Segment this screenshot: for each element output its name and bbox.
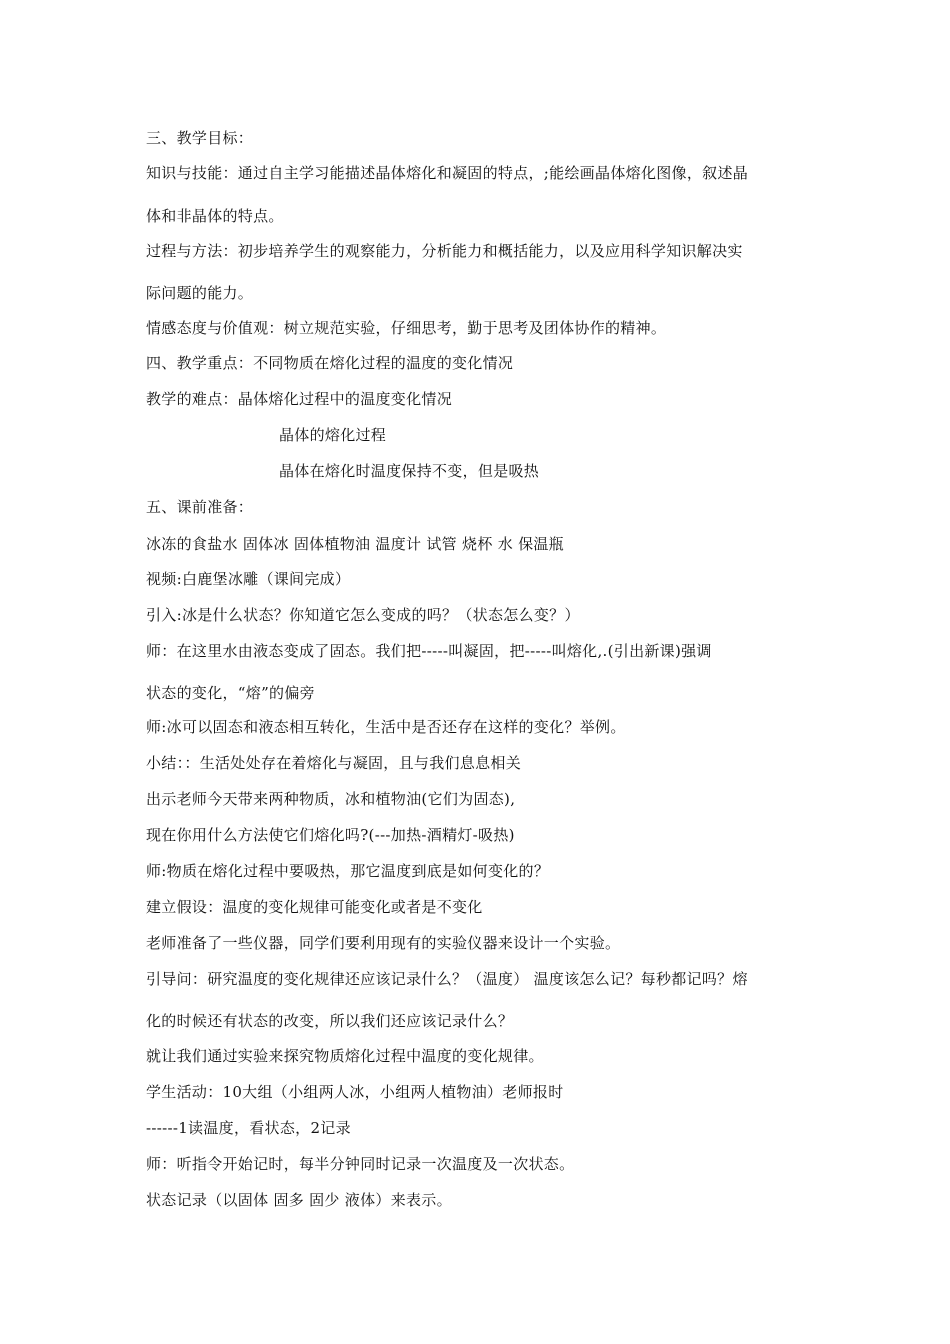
paragraph-line: 学生活动：10大组（小组两人冰，小组两人植物油）老师报时 xyxy=(146,1083,564,1101)
paragraph-line: 教学的难点：晶体熔化过程中的温度变化情况 xyxy=(146,390,453,408)
paragraph-line: 老师准备了一些仪器，同学们要利用现有的实验仪器来设计一个实验。 xyxy=(146,934,621,952)
paragraph-line: ------1读温度，看状态，2记录 xyxy=(146,1119,351,1137)
paragraph-line: 状态的变化，“熔”的偏旁 xyxy=(146,684,315,702)
paragraph-line: 建立假设：温度的变化规律可能变化或者是不变化 xyxy=(146,898,483,916)
paragraph-line: 引入:冰是什么状态？你知道它怎么变成的吗？（状态怎么变？） xyxy=(146,606,580,624)
paragraph-line: 师：听指令开始记时，每半分钟同时记录一次温度及一次状态。 xyxy=(146,1155,575,1173)
paragraph-line: 师：在这里水由液态变成了固态。我们把-----叫凝固，把-----叫熔化,.(引出新课)强调 xyxy=(146,642,712,660)
section-heading-key-points: 四、教学重点：不同物质在熔化过程的温度的变化情况 xyxy=(146,354,514,372)
paragraph-line: 体和非晶体的特点。 xyxy=(146,207,284,225)
paragraph-line: 视频:白鹿堡冰雕（课间完成） xyxy=(146,570,351,588)
paragraph-line: 就让我们通过实验来探究物质熔化过程中温度的变化规律。 xyxy=(146,1047,544,1065)
paragraph-line: 化的时候还有状态的改变，所以我们还应该记录什么？ xyxy=(146,1012,514,1030)
indented-line: 晶体在熔化时温度保持不变，但是吸热 xyxy=(279,462,540,480)
paragraph-line: 知识与技能：通过自主学习能描述晶体熔化和凝固的特点，;能绘画晶体熔化图像，叙述晶 xyxy=(146,164,749,182)
paragraph-line: 状态记录（以固体 固多 固少 液体）来表示。 xyxy=(146,1191,452,1209)
paragraph-line: 出示老师今天带来两种物质，冰和植物油(它们为固态), xyxy=(146,790,516,808)
indented-line: 晶体的熔化过程 xyxy=(279,426,387,444)
paragraph-line: 情感态度与价值观：树立规范实验，仔细思考，勤于思考及团体协作的精神。 xyxy=(146,319,667,337)
section-heading-preparation: 五、课前准备： xyxy=(146,498,254,516)
materials-list: 冰冻的食盐水 固体冰 固体植物油 温度计 试管 烧杯 水 保温瓶 xyxy=(146,535,564,553)
paragraph-line: 引导问：研究温度的变化规律还应该记录什么？（温度） 温度该怎么记？每秒都记吗？熔 xyxy=(146,970,748,988)
paragraph-line: 师:物质在熔化过程中要吸热，那它温度到底是如何变化的？ xyxy=(146,862,550,880)
paragraph-line: 小结：：生活处处存在着熔化与凝固，且与我们息息相关 xyxy=(146,754,522,772)
paragraph-line: 师:冰可以固态和液态相互转化，生活中是否还存在这样的变化？举例。 xyxy=(146,718,626,736)
paragraph-line: 现在你用什么方法使它们熔化吗?(---加热-酒精灯-吸热) xyxy=(146,826,515,844)
paragraph-line: 际问题的能力。 xyxy=(146,284,254,302)
paragraph-line: 过程与方法：初步培养学生的观察能力，分析能力和概括能力，以及应用科学知识解决实 xyxy=(146,242,743,260)
section-heading-objectives: 三、教学目标： xyxy=(146,129,254,147)
